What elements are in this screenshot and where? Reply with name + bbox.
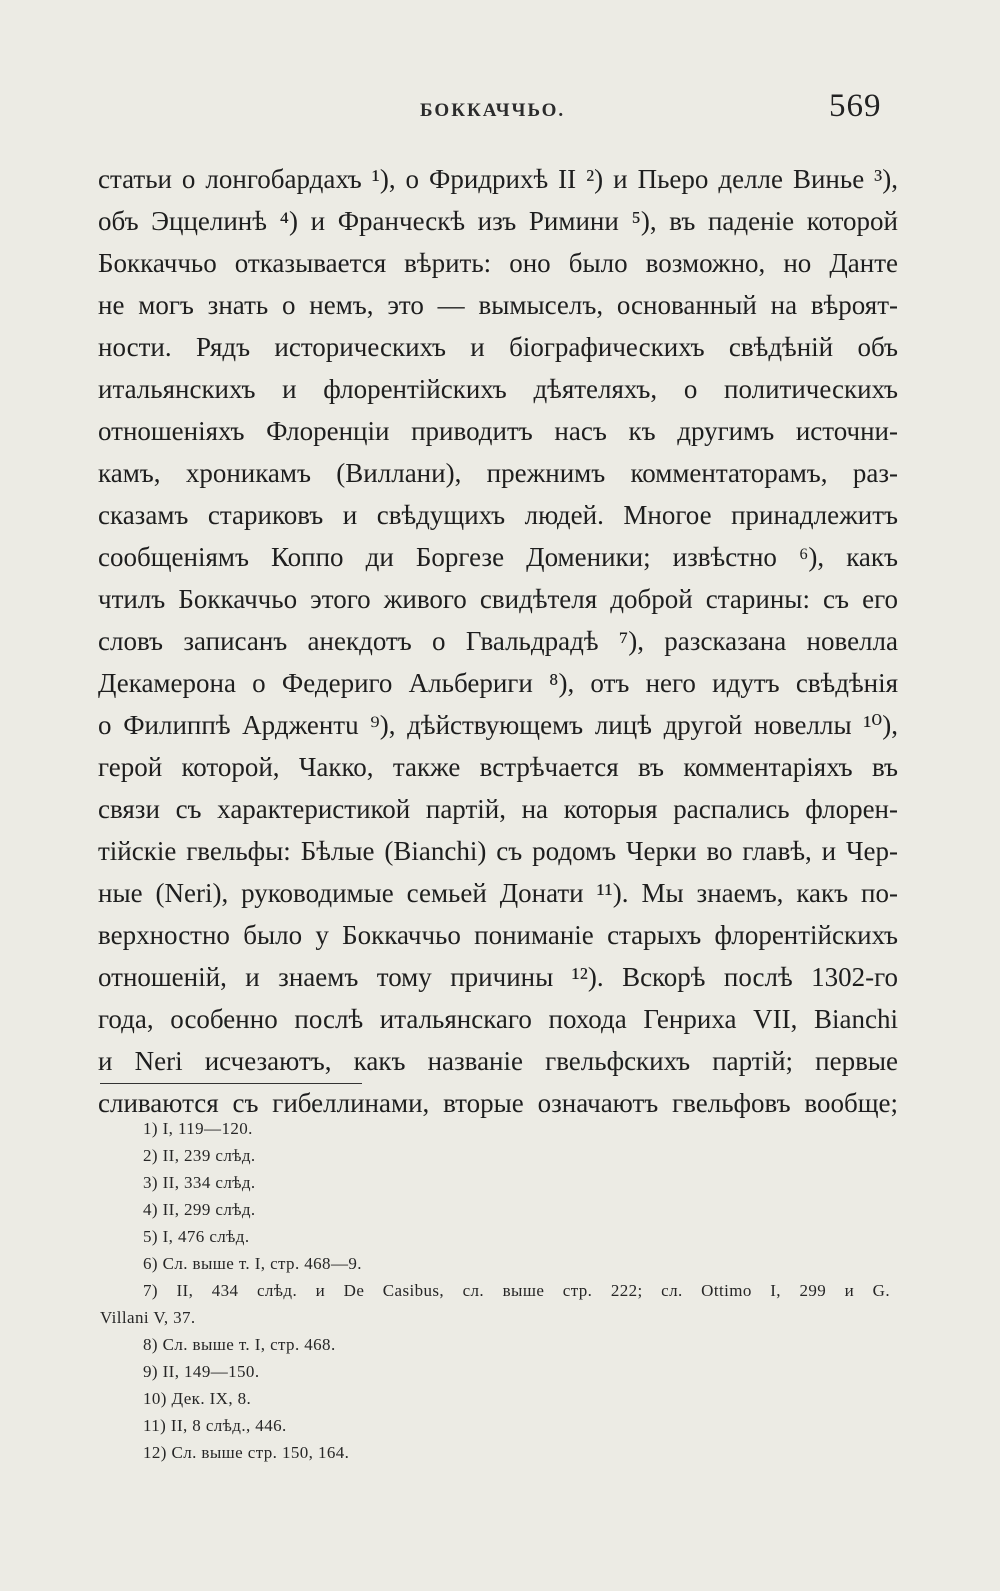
footnotes-block (100, 1115, 900, 1466)
page-number: 569 (829, 88, 882, 124)
text-line: и Neri исчезаютъ, какъ названіе гвельфскихъ партій; первые (98, 1046, 898, 1076)
text-line: связи съ характеристикой партій, на которыя распались флорен- (98, 794, 898, 824)
text-line: сливаются съ гибеллинами, вторые означаютъ гвельфовъ вообще; (98, 1088, 898, 1118)
footnote: 1) I, 119—120. (143, 1119, 253, 1138)
footnote: 9) II, 149—150. (143, 1362, 260, 1381)
footnote-continuation: Villani V, 37. (100, 1308, 196, 1327)
text-line: не могъ знать о немъ, это — вымыселъ, основанный на вѣроят- (98, 290, 898, 320)
footnote: 8) Сл. выше т. I, стр. 468. (143, 1335, 336, 1354)
text-line: итальянскихъ и флорентійскихъ дѣятеляхъ, о политическихъ (98, 374, 898, 404)
main-text-block (98, 158, 898, 1124)
text-line: отношеній, и знаемъ тому причины ¹²). Вскорѣ послѣ 1302-го (98, 962, 898, 992)
footnote: 5) I, 476 слѣд. (143, 1227, 250, 1246)
footnote: 11) II, 8 слѣд., 446. (143, 1416, 287, 1435)
text-line: сообщеніямъ Коппо ди Боргезе Доменики; извѣстно ⁶), какъ (98, 542, 898, 572)
text-line: о Филиппѣ Арджентu ⁹), дѣйствующемъ лицѣ другой новеллы ¹⁰), (98, 710, 898, 740)
footnote: 12) Сл. выше стр. 150, 164. (143, 1443, 350, 1462)
text-line: объ Эццелинѣ ⁴) и Франческѣ изъ Римини ⁵), въ паденіе которой (98, 206, 898, 236)
text-line: сказамъ стариковъ и свѣдущихъ людей. Многое принадлежитъ (98, 500, 898, 530)
text-line: верхностно было у Боккаччьо пониманіе старыхъ флорентійскихъ (98, 920, 898, 950)
footnote: 3) II, 334 слѣд. (143, 1173, 256, 1192)
text-line: ные (Neri), руководимые семьей Донати ¹¹). Мы знаемъ, какъ по- (98, 878, 898, 908)
text-line: чтилъ Боккаччьо этого живого свидѣтеля доброй старины: съ его (98, 584, 898, 614)
running-header: БОККАЧЧЬО. (420, 100, 566, 121)
footnote-separator (100, 1083, 362, 1084)
text-line: камъ, хроникамъ (Виллани), прежнимъ комментаторамъ, раз- (98, 458, 898, 488)
text-line: года, особенно послѣ итальянскаго похода Генриха VII, Bianchi (98, 1004, 898, 1034)
text-line: отношеніяхъ Флоренціи приводитъ насъ къ другимъ источни- (98, 416, 898, 446)
text-line: Боккаччьо отказывается вѣрить: оно было возможно, но Данте (98, 248, 898, 278)
footnote: 4) II, 299 слѣд. (143, 1200, 256, 1219)
text-line: герой которой, Чакко, также встрѣчается въ комментаріяхъ въ (98, 752, 898, 782)
footnote: 7) II, 434 слѣд. и De Casibus, сл. выше стр. 222; сл. Ottimo I, 299 и G. (143, 1281, 890, 1300)
footnote: 10) Дек. IX, 8. (143, 1389, 252, 1408)
text-line: Декамерона о Федериго Альбериги ⁸), отъ него идутъ свѣдѣнія (98, 668, 898, 698)
text-line: словъ записанъ анекдотъ о Гвальдрадѣ ⁷), разсказана новелла (98, 626, 898, 656)
footnote: 6) Сл. выше т. I, стр. 468—9. (143, 1254, 362, 1273)
text-line: ности. Рядъ историческихъ и біографическихъ свѣдѣній объ (98, 332, 898, 362)
footnote: 2) II, 239 слѣд. (143, 1146, 256, 1165)
text-line: тійскіе гвельфы: Бѣлые (Bianchi) съ родомъ Черки во главѣ, и Чер- (98, 836, 898, 866)
text-line: статьи о лонгобардахъ ¹), о Фридрихѣ II ²) и Пьеро делле Винье ³), (98, 164, 898, 194)
